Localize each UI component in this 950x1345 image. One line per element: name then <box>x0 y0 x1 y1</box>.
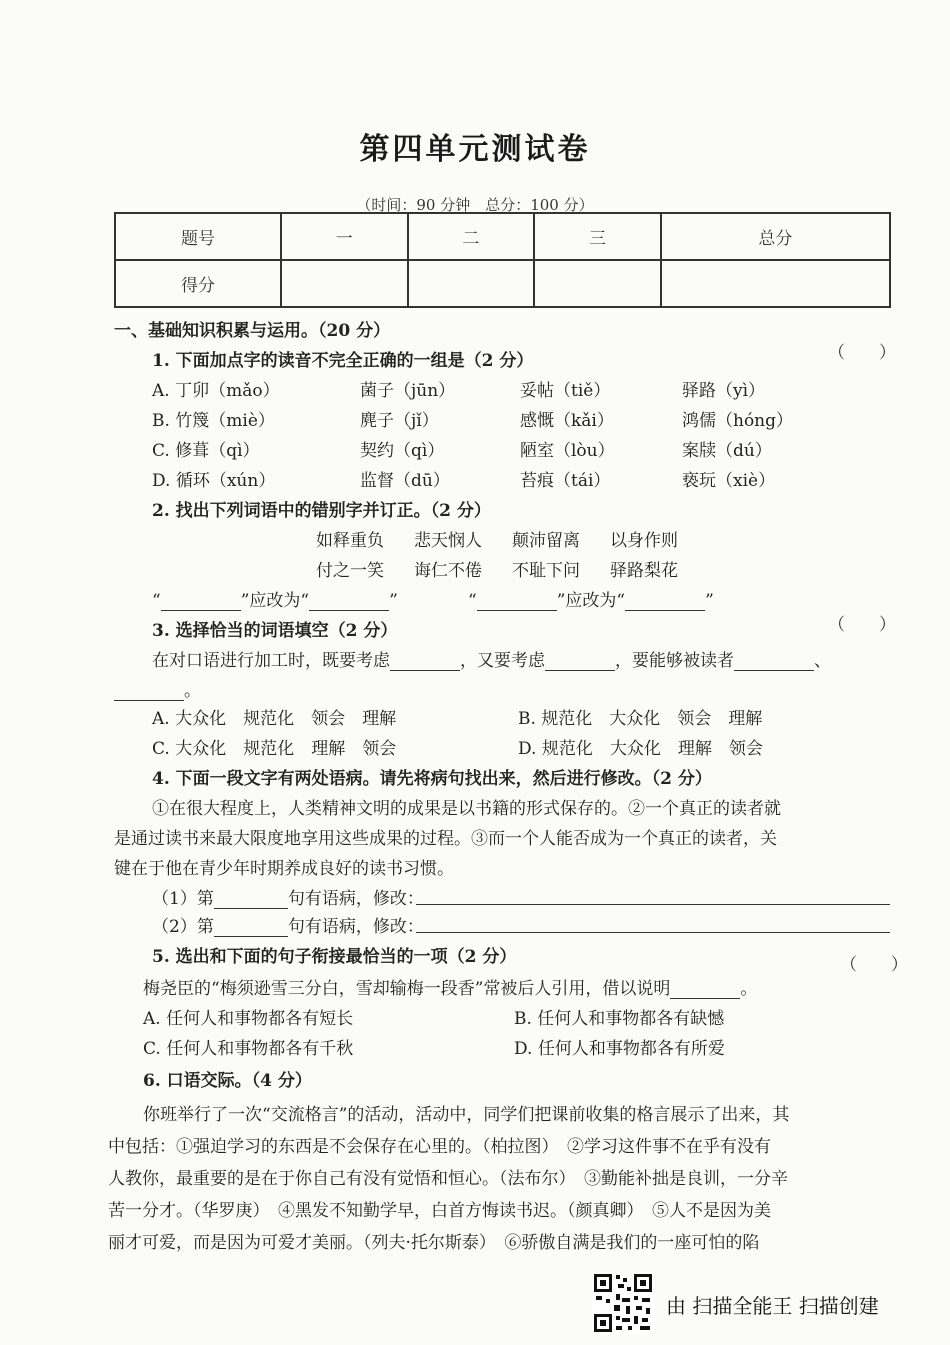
option-a: A. 任何人和事物都各有短长 <box>143 1009 354 1029</box>
option-text: D. 循环（xún） <box>152 471 276 491</box>
option-text: 感慨（kǎi） <box>520 411 614 431</box>
option-text: 菌子（jūn） <box>360 381 456 401</box>
paragraph-line: 键在于他在青少年时期养成良好的读书习惯。 <box>114 859 454 879</box>
correct-char-blank[interactable] <box>625 592 705 611</box>
score-table-header-row <box>115 213 890 260</box>
score-table-header-cell: 题号 <box>115 213 281 260</box>
score-table <box>114 212 891 308</box>
option-b: B. 规范化 大众化 领会 理解 <box>518 709 763 729</box>
fill-blank[interactable] <box>114 682 184 701</box>
option-text: C. 修葺（qì） <box>152 441 260 461</box>
sentence-text: 梅尧臣的“梅须逊雪三分白，雪却输梅一段香”常被后人引用，借以说明 <box>143 979 671 999</box>
fill-in-sentence-cont <box>114 676 201 701</box>
scanner-credit-text: 由 扫描全能王 扫描创建 <box>666 1294 879 1318</box>
paragraph-line: 丽才可爱，而是因为可爱才美丽。（列夫·托尔斯泰） ⑥骄傲自满是我们的一座可怕的陷 <box>108 1233 760 1253</box>
word-item: 悲天悯人 <box>414 531 482 551</box>
question-1-stem: 1. 下面加点字的读音不完全正确的一组是（2 分） <box>152 351 534 371</box>
should-be-text: ”应改为“ <box>240 591 310 611</box>
score-table-score-row <box>115 260 890 307</box>
fill-blank[interactable] <box>545 652 615 671</box>
option-c: C. 大众化 规范化 理解 领会 <box>152 739 397 759</box>
score-table-header-cell: 三 <box>534 213 661 260</box>
option-text: 案牍（dú） <box>682 441 772 461</box>
score-row-label: 得分 <box>115 260 281 307</box>
paragraph-line: 苦一分才。（华罗庚） ④黑发不知勤学早，白首方悔读书迟。（颜真卿） ⑤人不是因为美 <box>108 1201 771 1221</box>
page-title: 第四单元测试卷 <box>359 132 591 167</box>
word-item: 颠沛留离 <box>512 531 580 551</box>
option-d: D. 任何人和事物都各有所爱 <box>514 1039 725 1059</box>
sentence-text: 。 <box>740 979 758 999</box>
item-label: 句有语病，修改： <box>287 917 424 937</box>
option-text: B. 竹篾（miè） <box>152 411 275 431</box>
exam-info: （时间：90 分钟 总分：100 分） <box>356 196 594 214</box>
quote-close: ” <box>705 591 714 611</box>
score-input-cell[interactable] <box>661 260 890 307</box>
question-5-sentence <box>143 974 757 999</box>
paragraph-line: 你班举行了一次“交流格言”的活动，活动中，同学们把课前收集的格言展示了出来，其 <box>143 1105 790 1125</box>
option-text: A. 丁卯（mǎo） <box>152 381 280 401</box>
sentence-text: 在对口语进行加工时，既要考虑 <box>152 651 390 671</box>
score-table-header-cell: 总分 <box>661 213 890 260</box>
word-item: 诲仁不倦 <box>414 561 482 581</box>
option-text: 监督（dū） <box>360 471 450 491</box>
scanner-watermark <box>592 1272 942 1334</box>
option-a: A. 大众化 规范化 领会 理解 <box>152 709 397 729</box>
score-table-header-cell: 一 <box>281 213 408 260</box>
sentence-number-blank[interactable] <box>214 918 288 937</box>
option-text: 陋室（lòu） <box>520 441 615 461</box>
answer-parenthesis[interactable]: （ ） <box>828 615 896 635</box>
option-b: B. 任何人和事物都各有缺憾 <box>514 1009 725 1029</box>
correction-answer-b <box>468 586 714 611</box>
correction-answer-a <box>152 586 398 611</box>
score-input-cell[interactable] <box>281 260 408 307</box>
section-heading: 一、基础知识积累与运用。（20 分） <box>114 321 391 341</box>
paragraph-line: ①在很大程度上，人类精神文明的成果是以书籍的形式保存的。②一个真正的读者就 <box>152 799 781 819</box>
question-6-stem: 6. 口语交际。（4 分） <box>143 1071 312 1091</box>
score-input-cell[interactable] <box>534 260 661 307</box>
item-label: （1）第 <box>152 889 214 909</box>
option-c: C. 任何人和事物都各有千秋 <box>143 1039 354 1059</box>
question-5-stem: 5. 选出和下面的句子衔接最恰当的一项（2 分） <box>152 947 517 967</box>
option-text: 苔痕（tái） <box>520 471 611 491</box>
word-item: 以身作则 <box>610 531 678 551</box>
sentence-text: ，要能够被读者 <box>615 651 734 671</box>
option-d: D. 规范化 大众化 理解 领会 <box>518 739 763 759</box>
fill-in-sentence <box>152 646 831 671</box>
answer-parenthesis[interactable]: （ ） <box>840 955 908 975</box>
wrong-char-blank[interactable] <box>477 592 557 611</box>
quote-open: “ <box>468 591 477 611</box>
should-be-text: ”应改为“ <box>556 591 626 611</box>
item-label: （2）第 <box>152 917 214 937</box>
sentence-text: ，又要考虑 <box>460 651 545 671</box>
option-text: 麂子（jǐ） <box>360 411 439 431</box>
option-text: 驿路（yì） <box>682 381 766 401</box>
option-text: 妥帖（tiě） <box>520 381 611 401</box>
option-text: 鸿儒（hóng） <box>682 411 794 431</box>
fill-blank[interactable] <box>390 652 460 671</box>
fill-blank[interactable] <box>670 980 740 999</box>
word-item: 付之一笑 <box>316 561 384 581</box>
option-text: 契约（qì） <box>360 441 445 461</box>
word-item: 如释重负 <box>316 531 384 551</box>
score-input-cell[interactable] <box>408 260 535 307</box>
qr-code-icon <box>592 1272 654 1334</box>
revision-answer-line[interactable] <box>416 932 890 933</box>
sentence-text: 、 <box>814 651 831 671</box>
option-text: 亵玩（xiè） <box>682 471 776 491</box>
revision-answer-line[interactable] <box>416 904 890 905</box>
quote-open: “ <box>152 591 161 611</box>
question-3-stem: 3. 选择恰当的词语填空（2 分） <box>152 621 398 641</box>
answer-parenthesis[interactable]: （ ） <box>828 343 896 363</box>
paragraph-line: 人教你，最重要的是在于你自己有没有觉悟和恒心。（法布尔） ③勤能补拙是良训，一分辛 <box>108 1169 788 1189</box>
correct-char-blank[interactable] <box>309 592 389 611</box>
wrong-char-blank[interactable] <box>161 592 241 611</box>
word-item: 不耻下问 <box>512 561 580 581</box>
sentence-number-blank[interactable] <box>214 890 288 909</box>
word-item: 驿路梨花 <box>610 561 678 581</box>
score-table-header-cell: 二 <box>408 213 535 260</box>
question-4-stem: 4. 下面一段文字有两处语病。请先将病句找出来，然后进行修改。（2 分） <box>152 769 712 789</box>
quote-close: ” <box>389 591 398 611</box>
paragraph-line: 中包括：①强迫学习的东西是不会保存在心里的。（柏拉图） ②学习这件事不在乎有没有 <box>108 1137 771 1157</box>
sentence-text: 。 <box>184 681 201 701</box>
fill-blank[interactable] <box>734 652 814 671</box>
answer-line-1 <box>152 884 424 909</box>
answer-line-2 <box>152 912 424 937</box>
paragraph-line: 是通过读书来最大限度地享用这些成果的过程。③而一个人能否成为一个真正的读者，关 <box>114 829 777 849</box>
question-2-stem: 2. 找出下列词语中的错别字并订正。（2 分） <box>152 501 491 521</box>
item-label: 句有语病，修改： <box>287 889 424 909</box>
